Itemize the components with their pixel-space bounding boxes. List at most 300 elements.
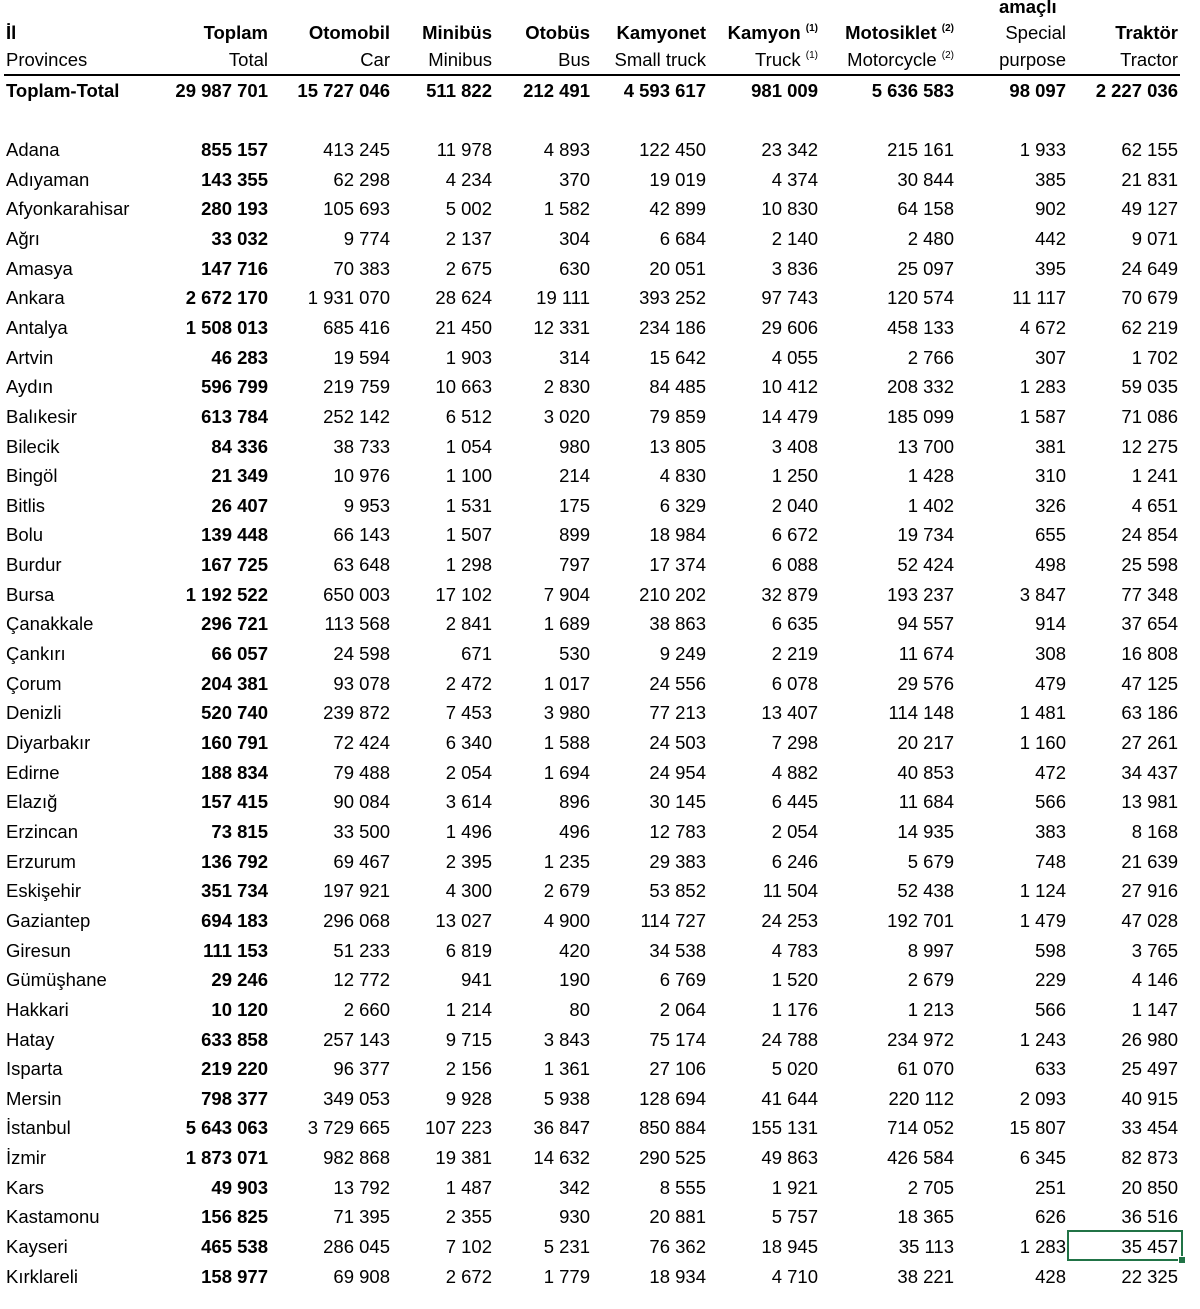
cell-kamyon[interactable]: 3 408: [771, 435, 818, 457]
cell-otomobil[interactable]: 66 143: [333, 524, 390, 546]
cell-minibus[interactable]: 2 472: [445, 672, 492, 694]
cell-otobus[interactable]: 3 843: [543, 1028, 590, 1050]
cell-toplam[interactable]: 296 721: [201, 613, 268, 635]
cell-special[interactable]: 11 117: [1012, 287, 1066, 309]
table-row[interactable]: [0, 995, 1200, 1025]
cell-minibus[interactable]: 17 102: [435, 583, 492, 605]
cell-special[interactable]: 1 283: [1019, 376, 1066, 398]
cell-motosiklet[interactable]: 120 574: [887, 287, 954, 309]
cell-special[interactable]: 626: [1035, 1206, 1066, 1228]
table-row[interactable]: [0, 758, 1200, 788]
cell-otomobil[interactable]: 79 488: [333, 761, 390, 783]
cell-otobus[interactable]: 896: [559, 791, 590, 813]
province-name[interactable]: Ankara: [6, 287, 65, 309]
cell-minibus[interactable]: 9 715: [445, 1028, 492, 1050]
cell-otomobil[interactable]: 62 298: [333, 168, 390, 190]
cell-toplam[interactable]: 351 734: [201, 880, 268, 902]
cell-special[interactable]: 914: [1035, 613, 1066, 635]
cell-otobus[interactable]: 1 361: [543, 1058, 590, 1080]
cell-toplam[interactable]: 46 283: [211, 346, 268, 368]
cell-kamyonet[interactable]: 19 019: [649, 168, 706, 190]
cell-kamyon[interactable]: 11 504: [762, 880, 818, 902]
cell-kamyon[interactable]: 155 131: [751, 1117, 818, 1139]
cell-traktor[interactable]: 8 168: [1131, 820, 1178, 842]
cell-special[interactable]: 229: [1035, 969, 1066, 991]
table-row[interactable]: [0, 1232, 1200, 1262]
cell-motosiklet[interactable]: 220 112: [888, 1087, 954, 1109]
table-row[interactable]: [0, 817, 1200, 847]
cell-kamyon[interactable]: 1 176: [771, 998, 818, 1020]
cell-motosiklet[interactable]: 64 158: [897, 198, 954, 220]
cell-minibus[interactable]: 1 054: [445, 435, 492, 457]
cell-toplam[interactable]: 84 336: [211, 435, 268, 457]
cell-kamyon[interactable]: 1 250: [771, 465, 818, 487]
cell-traktor[interactable]: 77 348: [1121, 583, 1178, 605]
province-name[interactable]: Aydın: [6, 376, 53, 398]
cell-motosiklet[interactable]: 8 997: [907, 939, 954, 961]
header-small-truck[interactable]: Small truck: [614, 49, 706, 70]
cell-special[interactable]: 308: [1035, 643, 1066, 665]
cell-otobus[interactable]: 190: [559, 969, 590, 991]
cell-motosiklet[interactable]: 114 148: [888, 702, 954, 724]
cell-traktor[interactable]: 40 915: [1121, 1087, 1178, 1109]
cell-traktor[interactable]: 4 651: [1131, 494, 1178, 516]
cell-kamyonet[interactable]: 4 830: [659, 465, 706, 487]
cell-kamyonet[interactable]: 20 881: [649, 1206, 706, 1228]
cell-traktor[interactable]: 16 808: [1121, 643, 1178, 665]
province-name[interactable]: Çorum: [6, 672, 62, 694]
cell-kamyon[interactable]: 4 710: [771, 1265, 818, 1287]
cell-otomobil[interactable]: 38 733: [333, 435, 390, 457]
cell-kamyon[interactable]: 6 088: [771, 554, 818, 576]
cell-minibus[interactable]: 4 300: [445, 880, 492, 902]
table-row[interactable]: [0, 372, 1200, 402]
cell-motosiklet[interactable]: 215 161: [887, 139, 954, 160]
cell-minibus[interactable]: 7 102: [445, 1236, 492, 1258]
cell-kamyon[interactable]: 2 219: [771, 643, 818, 665]
cell-motosiklet[interactable]: 13 700: [897, 435, 954, 457]
cell-motosiklet[interactable]: 2 679: [907, 969, 954, 991]
header-total[interactable]: Total: [228, 49, 268, 70]
cell-minibus[interactable]: 941: [461, 969, 492, 991]
cell-special[interactable]: 1 243: [1019, 1028, 1066, 1050]
cell-otobus[interactable]: 496: [559, 820, 590, 842]
cell-kamyonet[interactable]: 6 329: [659, 494, 706, 516]
table-row[interactable]: [0, 1025, 1200, 1055]
cell-kamyon[interactable]: 29 606: [761, 316, 818, 338]
cell-motosiklet[interactable]: 52 438: [897, 880, 954, 902]
cell-special[interactable]: 326: [1035, 494, 1066, 516]
province-name[interactable]: Balıkesir: [6, 405, 77, 427]
cell-toplam[interactable]: 111 153: [203, 939, 268, 961]
cell-traktor[interactable]: 21 639: [1121, 850, 1178, 872]
cell-minibus[interactable]: 7 453: [445, 702, 492, 724]
cell-special[interactable]: 655: [1035, 524, 1066, 546]
table-row[interactable]: [0, 254, 1200, 284]
cell-special[interactable]: 598: [1035, 939, 1066, 961]
province-name[interactable]: Isparta: [6, 1058, 63, 1080]
cell-kamyonet[interactable]: 77 213: [649, 702, 706, 724]
cell-kamyon[interactable]: 5 757: [771, 1206, 818, 1228]
cell-special[interactable]: 1 283: [1019, 1236, 1066, 1258]
cell-otobus[interactable]: 420: [559, 939, 590, 961]
cell-motosiklet[interactable]: 19 734: [897, 524, 954, 546]
cell-kamyon[interactable]: 41 644: [761, 1087, 818, 1109]
cell-otomobil[interactable]: 1 931 070: [307, 287, 390, 309]
cell-otobus[interactable]: 4 900: [543, 909, 590, 931]
cell-motosiklet[interactable]: 5 679: [907, 850, 954, 872]
cell-traktor[interactable]: 1 147: [1131, 998, 1178, 1020]
cell-kamyonet[interactable]: 128 694: [639, 1087, 706, 1109]
cell-motosiklet[interactable]: 185 099: [887, 405, 954, 427]
cell-special[interactable]: 383: [1035, 820, 1066, 842]
table-row[interactable]: [0, 669, 1200, 699]
cell-otomobil[interactable]: 2 660: [343, 998, 390, 1020]
cell-toplam[interactable]: 49 903: [211, 1176, 268, 1198]
cell-toplam[interactable]: 694 183: [201, 909, 268, 931]
cell-kamyonet[interactable]: 114 727: [640, 909, 706, 931]
province-name[interactable]: İzmir: [6, 1147, 47, 1169]
table-row[interactable]: [0, 135, 1200, 165]
cell-special[interactable]: 310: [1035, 465, 1066, 487]
cell-kamyonet[interactable]: 30 145: [649, 791, 706, 813]
cell-traktor[interactable]: 13 981: [1121, 791, 1178, 813]
cell-motosiklet[interactable]: 426 584: [887, 1147, 954, 1169]
cell-traktor[interactable]: 63 186: [1121, 702, 1178, 724]
table-row[interactable]: [0, 343, 1200, 373]
table-row[interactable]: [0, 1084, 1200, 1114]
cell-traktor[interactable]: 59 035: [1121, 376, 1178, 398]
cell-kamyonet[interactable]: 13 805: [649, 435, 706, 457]
cell-kamyon[interactable]: 4 374: [771, 168, 818, 190]
total-cell-toplam[interactable]: 29 987 701: [175, 80, 268, 101]
cell-toplam[interactable]: 158 977: [201, 1265, 268, 1287]
total-cell-special[interactable]: 98 097: [1009, 80, 1066, 101]
cell-special[interactable]: 307: [1035, 346, 1066, 368]
province-name[interactable]: Diyarbakır: [6, 732, 91, 753]
cell-minibus[interactable]: 2 156: [445, 1058, 492, 1080]
cell-motosiklet[interactable]: 2 480: [907, 227, 954, 249]
cell-kamyonet[interactable]: 210 202: [639, 583, 706, 605]
cell-toplam[interactable]: 613 784: [201, 405, 268, 427]
province-name[interactable]: Denizli: [6, 702, 62, 724]
cell-toplam[interactable]: 1 873 071: [185, 1147, 268, 1169]
province-name[interactable]: Çankırı: [6, 643, 66, 665]
cell-traktor[interactable]: 37 654: [1121, 613, 1178, 635]
cell-special[interactable]: 442: [1035, 227, 1066, 249]
cell-otomobil[interactable]: 33 500: [333, 820, 390, 842]
cell-otobus[interactable]: 1 689: [543, 613, 590, 635]
header-purpose[interactable]: purpose: [999, 49, 1066, 70]
cell-minibus[interactable]: 2 355: [445, 1206, 492, 1228]
cell-toplam[interactable]: 156 825: [201, 1206, 268, 1228]
province-name[interactable]: Adıyaman: [6, 168, 90, 190]
cell-minibus[interactable]: 2 395: [445, 850, 492, 872]
cell-motosiklet[interactable]: 193 237: [887, 583, 954, 605]
fill-handle[interactable]: [1178, 1256, 1186, 1264]
total-row[interactable]: [0, 76, 1200, 106]
cell-toplam[interactable]: 1 192 522: [185, 583, 268, 605]
province-name[interactable]: Bingöl: [6, 465, 58, 487]
province-name[interactable]: Kırklareli: [6, 1265, 78, 1287]
cell-kamyon[interactable]: 6 445: [771, 791, 818, 813]
cell-toplam[interactable]: 596 799: [201, 376, 268, 398]
header-kamyonet[interactable]: Kamyonet: [616, 22, 706, 43]
cell-minibus[interactable]: 2 672: [445, 1265, 492, 1287]
table-row[interactable]: [0, 1202, 1200, 1232]
province-name[interactable]: Bursa: [6, 583, 55, 605]
cell-toplam[interactable]: 465 538: [201, 1236, 268, 1258]
cell-motosiklet[interactable]: 11 684: [898, 791, 954, 813]
province-name[interactable]: Bitlis: [6, 494, 46, 516]
cell-otomobil[interactable]: 10 976: [333, 465, 390, 487]
cell-otomobil[interactable]: 113 568: [324, 613, 390, 635]
cell-kamyonet[interactable]: 8 555: [659, 1176, 706, 1198]
cell-otobus[interactable]: 1 779: [543, 1265, 590, 1287]
table-row[interactable]: [0, 728, 1200, 758]
cell-kamyon[interactable]: 1 921: [771, 1176, 818, 1198]
cell-otobus[interactable]: 3 020: [543, 405, 590, 427]
cell-otobus[interactable]: 36 847: [533, 1117, 590, 1139]
cell-traktor[interactable]: 47 028: [1121, 909, 1178, 931]
table-row[interactable]: [0, 876, 1200, 906]
province-name[interactable]: Gümüşhane: [6, 969, 107, 991]
table-row[interactable]: [0, 520, 1200, 550]
province-name[interactable]: Edirne: [6, 761, 60, 783]
header-car[interactable]: Car: [360, 49, 390, 70]
cell-traktor[interactable]: 82 873: [1121, 1147, 1178, 1169]
cell-otobus[interactable]: 899: [559, 524, 590, 546]
cell-kamyonet[interactable]: 38 863: [649, 613, 706, 635]
table-row[interactable]: [0, 906, 1200, 936]
cell-kamyon[interactable]: 13 407: [761, 702, 818, 724]
province-name[interactable]: İstanbul: [6, 1117, 71, 1139]
cell-otomobil[interactable]: 69 467: [333, 850, 390, 872]
cell-otomobil[interactable]: 93 078: [333, 672, 390, 694]
cell-traktor[interactable]: 33 454: [1121, 1117, 1178, 1139]
province-name[interactable]: Kayseri: [6, 1236, 68, 1258]
province-name[interactable]: Kars: [6, 1176, 45, 1198]
cell-special[interactable]: 4 672: [1019, 316, 1066, 338]
cell-minibus[interactable]: 107 223: [425, 1117, 492, 1139]
cell-special[interactable]: 566: [1035, 791, 1066, 813]
province-name[interactable]: Ağrı: [6, 227, 40, 249]
cell-motosiklet[interactable]: 14 935: [897, 820, 954, 842]
cell-otobus[interactable]: 342: [559, 1176, 590, 1198]
cell-traktor[interactable]: 35 457: [1121, 1236, 1178, 1258]
cell-kamyonet[interactable]: 24 556: [649, 672, 706, 694]
cell-otomobil[interactable]: 252 142: [323, 405, 390, 427]
cell-kamyon[interactable]: 4 882: [771, 761, 818, 783]
cell-motosiklet[interactable]: 2 705: [907, 1176, 954, 1198]
cell-special[interactable]: 6 345: [1019, 1147, 1066, 1169]
table-row[interactable]: [0, 1143, 1200, 1173]
cell-otomobil[interactable]: 63 648: [333, 554, 390, 576]
cell-minibus[interactable]: 1 531: [445, 494, 492, 516]
cell-kamyonet[interactable]: 6 684: [659, 227, 706, 249]
cell-motosiklet[interactable]: 1 402: [907, 494, 954, 516]
cell-traktor[interactable]: 4 146: [1131, 969, 1178, 991]
cell-motosiklet[interactable]: 20 217: [897, 732, 954, 753]
cell-toplam[interactable]: 798 377: [201, 1087, 268, 1109]
cell-otobus[interactable]: 2 830: [543, 376, 590, 398]
cell-kamyonet[interactable]: 24 954: [649, 761, 706, 783]
table-row[interactable]: [0, 847, 1200, 877]
header-motosiklet[interactable]: [845, 22, 954, 48]
cell-motosiklet[interactable]: 1 428: [907, 465, 954, 487]
header-kamyon[interactable]: [728, 22, 818, 48]
cell-traktor[interactable]: 1 241: [1131, 465, 1178, 487]
cell-otobus[interactable]: 4 893: [543, 139, 590, 160]
cell-motosiklet[interactable]: 11 674: [898, 643, 954, 665]
cell-otomobil[interactable]: 413 245: [323, 139, 390, 160]
cell-kamyon[interactable]: 97 743: [761, 287, 818, 309]
cell-otomobil[interactable]: 9 953: [343, 494, 390, 516]
cell-traktor[interactable]: 1 702: [1131, 346, 1178, 368]
table-row[interactable]: [0, 491, 1200, 521]
cell-minibus[interactable]: 9 928: [445, 1087, 492, 1109]
cell-traktor[interactable]: 70 679: [1121, 287, 1178, 309]
cell-traktor[interactable]: 25 598: [1121, 554, 1178, 576]
cell-minibus[interactable]: 1 487: [445, 1176, 492, 1198]
cell-minibus[interactable]: 5 002: [445, 198, 492, 220]
cell-minibus[interactable]: 1 214: [445, 998, 492, 1020]
cell-traktor[interactable]: 3 765: [1131, 939, 1178, 961]
cell-special[interactable]: 1 124: [1019, 880, 1066, 902]
header-toplam[interactable]: Toplam: [203, 22, 268, 43]
cell-otomobil[interactable]: 19 594: [333, 346, 390, 368]
cell-special[interactable]: 1 160: [1019, 732, 1066, 753]
cell-motosiklet[interactable]: 208 332: [887, 376, 954, 398]
cell-traktor[interactable]: 24 854: [1121, 524, 1178, 546]
cell-kamyonet[interactable]: 2 064: [659, 998, 706, 1020]
cell-otomobil[interactable]: 3 729 665: [307, 1117, 390, 1139]
province-name[interactable]: Erzurum: [6, 850, 76, 872]
cell-minibus[interactable]: 21 450: [435, 316, 492, 338]
cell-otomobil[interactable]: 13 792: [333, 1176, 390, 1198]
cell-otobus[interactable]: 14 632: [533, 1147, 590, 1169]
cell-otobus[interactable]: 370: [559, 168, 590, 190]
cell-minibus[interactable]: 6 340: [445, 732, 492, 753]
cell-otobus[interactable]: 980: [559, 435, 590, 457]
cell-motosiklet[interactable]: 2 766: [907, 346, 954, 368]
cell-kamyonet[interactable]: 234 186: [639, 316, 706, 338]
table-row[interactable]: [0, 1113, 1200, 1143]
cell-kamyonet[interactable]: 29 383: [649, 850, 706, 872]
cell-motosiklet[interactable]: 30 844: [897, 168, 954, 190]
cell-kamyonet[interactable]: 24 503: [649, 732, 706, 753]
cell-motosiklet[interactable]: 40 853: [897, 761, 954, 783]
cell-otobus[interactable]: 930: [559, 1206, 590, 1228]
cell-kamyonet[interactable]: 76 362: [649, 1236, 706, 1258]
cell-otobus[interactable]: 1 582: [543, 198, 590, 220]
cell-kamyonet[interactable]: 17 374: [649, 554, 706, 576]
cell-toplam[interactable]: 1 508 013: [185, 316, 268, 338]
province-name[interactable]: Elazığ: [6, 791, 58, 813]
cell-toplam[interactable]: 10 120: [211, 998, 268, 1020]
cell-special[interactable]: 15 807: [1009, 1117, 1066, 1139]
cell-otomobil[interactable]: 71 395: [333, 1206, 390, 1228]
cell-otomobil[interactable]: 349 053: [323, 1087, 390, 1109]
cell-otobus[interactable]: 2 679: [543, 880, 590, 902]
header-minibus-en[interactable]: Minibus: [428, 49, 492, 70]
cell-traktor[interactable]: 62 219: [1121, 316, 1178, 338]
cell-toplam[interactable]: 188 834: [201, 761, 268, 783]
cell-kamyonet[interactable]: 850 884: [639, 1117, 706, 1139]
cell-kamyonet[interactable]: 18 984: [649, 524, 706, 546]
cell-minibus[interactable]: 4 234: [445, 168, 492, 190]
cell-toplam[interactable]: 5 643 063: [185, 1117, 268, 1139]
cell-minibus[interactable]: 1 507: [445, 524, 492, 546]
cell-minibus[interactable]: 1 496: [445, 820, 492, 842]
cell-kamyonet[interactable]: 18 934: [649, 1265, 706, 1287]
table-row[interactable]: [0, 283, 1200, 313]
total-cell-kamyonet[interactable]: 4 593 617: [623, 80, 706, 101]
cell-kamyon[interactable]: 10 412: [761, 376, 818, 398]
cell-kamyonet[interactable]: 20 051: [649, 257, 706, 279]
cell-minibus[interactable]: 2 054: [445, 761, 492, 783]
province-name[interactable]: Afyonkarahisar: [6, 198, 130, 220]
cell-otobus[interactable]: 1 694: [543, 761, 590, 783]
table-row[interactable]: [0, 787, 1200, 817]
province-name[interactable]: Amasya: [6, 257, 73, 279]
cell-otomobil[interactable]: 9 774: [343, 227, 390, 249]
cell-toplam[interactable]: 280 193: [201, 198, 268, 220]
cell-otomobil[interactable]: 286 045: [323, 1236, 390, 1258]
cell-motosiklet[interactable]: 25 097: [897, 257, 954, 279]
province-name[interactable]: Giresun: [6, 939, 71, 961]
table-row[interactable]: [0, 965, 1200, 995]
cell-kamyonet[interactable]: 27 106: [649, 1058, 706, 1080]
table-row[interactable]: [0, 936, 1200, 966]
cell-toplam[interactable]: 33 032: [211, 227, 268, 249]
cell-toplam[interactable]: 139 448: [201, 524, 268, 546]
header-special[interactable]: Special: [1005, 22, 1066, 43]
cell-special[interactable]: 902: [1035, 198, 1066, 220]
cell-traktor[interactable]: 9 071: [1131, 227, 1178, 249]
cell-kamyonet[interactable]: 42 899: [649, 198, 706, 220]
cell-kamyonet[interactable]: 53 852: [649, 880, 706, 902]
cell-minibus[interactable]: 3 614: [445, 791, 492, 813]
cell-traktor[interactable]: 62 155: [1121, 139, 1178, 160]
cell-traktor[interactable]: 27 261: [1121, 732, 1178, 753]
cell-kamyonet[interactable]: 34 538: [649, 939, 706, 961]
cell-special[interactable]: 1 587: [1019, 405, 1066, 427]
header-otomobil[interactable]: Otomobil: [308, 22, 390, 43]
province-name[interactable]: Mersin: [6, 1087, 62, 1109]
cell-otomobil[interactable]: 296 068: [323, 909, 390, 931]
cell-special[interactable]: 381: [1035, 435, 1066, 457]
cell-kamyonet[interactable]: 393 252: [639, 287, 706, 309]
cell-motosiklet[interactable]: 94 557: [897, 613, 954, 635]
cell-kamyon[interactable]: 7 298: [771, 732, 818, 753]
cell-otobus[interactable]: 1 017: [543, 672, 590, 694]
cell-otobus[interactable]: 12 331: [533, 316, 590, 338]
province-name[interactable]: Bilecik: [6, 435, 60, 457]
cell-otomobil[interactable]: 24 598: [333, 643, 390, 665]
cell-traktor[interactable]: 27 916: [1121, 880, 1178, 902]
cell-special[interactable]: 251: [1035, 1176, 1066, 1198]
cell-otomobil[interactable]: 650 003: [323, 583, 390, 605]
cell-toplam[interactable]: 26 407: [211, 494, 268, 516]
cell-toplam[interactable]: 2 672 170: [185, 287, 268, 309]
cell-kamyon[interactable]: 6 635: [771, 613, 818, 635]
cell-special[interactable]: 1 933: [1019, 139, 1066, 160]
table-row[interactable]: [0, 432, 1200, 462]
cell-kamyon[interactable]: 24 253: [761, 909, 818, 931]
cell-special[interactable]: 428: [1035, 1265, 1066, 1287]
header-motorcycle[interactable]: [847, 49, 954, 75]
